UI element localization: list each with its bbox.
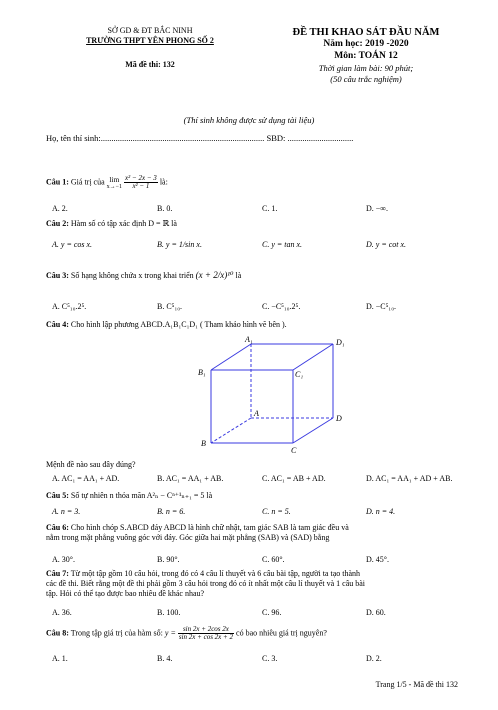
label-b: B <box>201 439 206 448</box>
edge-ab <box>211 418 251 443</box>
label-b1: B₁ <box>198 368 206 377</box>
exam-title: ĐỀ THI KHAO SÁT ĐẦU NĂM <box>292 27 440 38</box>
school-name: TRƯỜNG THPT YÊN PHONG SỐ 2 <box>86 36 214 45</box>
question-text: Từ một tập gồm 10 câu hỏi, trong đó có 4 câu lí thuyết và 6 câu bài tập, người ta tạo thành <box>70 569 361 578</box>
question-label: Câu 8: <box>46 628 69 638</box>
answer-d[interactable]: D. 60. <box>366 608 386 617</box>
answer-b[interactable]: B. C⁵₁₀. <box>157 302 183 311</box>
subject: Môn: TOÁN 12 <box>334 51 398 61</box>
question-3 <box>46 270 466 281</box>
exam-code: Mã đề thi: 132 <box>125 60 175 69</box>
answer-a[interactable]: A. AC₁ = AA₁ + AD. <box>52 474 120 483</box>
question-tail: là: <box>159 177 168 187</box>
answer-b[interactable]: B. 90°. <box>157 555 180 564</box>
question-label: Câu 2: <box>46 219 69 228</box>
answer-b[interactable]: B. n = 6. <box>157 507 186 516</box>
question-text: Cho hình lập phương ABCD.A₁B₁C₁D₁ ( Tham khảo hình vẽ bên ). <box>70 320 287 329</box>
question-7 <box>46 569 466 599</box>
fraction: $\frac{\sin 2x + 2\cos 2x}{\sin 2x + \cos 2x + 2}$ <box>178 625 234 642</box>
question-6 <box>46 523 466 543</box>
edge-cd <box>293 418 333 443</box>
answer-c[interactable]: C. −C⁵₁₀.2⁵. <box>262 302 301 311</box>
label-c: C <box>291 446 297 455</box>
answer-c[interactable]: C. 1. <box>262 204 278 213</box>
answer-c[interactable]: C. AC₁ = AB + AD. <box>262 474 326 483</box>
edge-c1d1 <box>293 344 333 370</box>
fraction: $\frac{\text{x² − 2x − 3}}{\text{x² − 1}}$ <box>125 174 157 191</box>
question-tail: có bao nhiêu giá trị nguyên? <box>236 628 327 638</box>
dept-name: SỞ GD & ĐT BẮC NINH <box>107 26 193 35</box>
question-text-2: các đề thi. Biết rằng một đề thi phải gồm 3 câu hỏi trong đó có ít nhất một câu lí thuyết và 1 câu bài <box>46 579 366 588</box>
question-label: Câu 3: <box>46 271 69 280</box>
question-text: Cho hình chóp S.ABCD đáy ABCD là hình chữ nhật, tam giác SAB là tam giác đều và <box>70 523 349 532</box>
question-8: Câu 8: Trong tập giá trị của hàm số: y = $\frac{\sin 2x + 2\cos 2x}{\sin 2x + \cos 2x + 2}$ có bao nhiêu giá trị nguyên? <box>46 625 327 642</box>
question-4-prompt: Mệnh đề nào sau đây đúng? <box>46 460 136 469</box>
answer-a[interactable]: A. 30°. <box>52 555 75 564</box>
answer-c[interactable]: C. 3. <box>262 654 278 663</box>
header-right <box>268 26 464 84</box>
answer-b[interactable]: B. y = 1/sin x. <box>157 240 202 249</box>
question-text: Trong tập giá trị của hàm số: <box>70 628 163 638</box>
label-a: A <box>254 409 259 418</box>
binomial-expression: (x + 2/x)¹⁰ <box>195 270 234 280</box>
question-text: Số tự nhiên n thỏa mãn A²ₙ − Cⁿ⁺¹ₙ₊₁ = 5 là <box>70 491 213 500</box>
question-label: Câu 6: <box>46 523 69 532</box>
answer-a[interactable]: A. 2. <box>52 204 68 213</box>
answer-c[interactable]: C. 60°. <box>262 555 285 564</box>
answer-a[interactable]: A. 36. <box>52 608 72 617</box>
question-tail: là <box>235 271 242 280</box>
answer-b[interactable]: B. 0. <box>157 204 173 213</box>
question-label: Câu 7: <box>46 569 69 578</box>
cube-figure <box>196 335 356 460</box>
question-text: Giá trị của <box>70 177 105 187</box>
edge-b1a1 <box>211 344 251 370</box>
answer-a[interactable]: A. 1. <box>52 654 68 663</box>
answer-a[interactable]: A. n = 3. <box>52 507 81 516</box>
label-a1: A₁ <box>245 335 253 344</box>
header-left <box>60 26 240 70</box>
answer-c[interactable]: C. n = 5. <box>262 507 291 516</box>
answer-d[interactable]: D. −C⁵₁₀. <box>366 302 396 311</box>
question-label: Câu 5: <box>46 491 69 500</box>
answer-a[interactable]: A. y = cos x. <box>52 240 93 249</box>
answer-b[interactable]: B. AC₁ = AA₁ + AB. <box>157 474 224 483</box>
exam-note: (Thí sinh không được sử dụng tài liệu) <box>183 115 315 125</box>
answer-d[interactable]: D. y = cot x. <box>366 240 407 249</box>
page-footer: Trang 1/5 - Mã đề thi 132 <box>375 680 458 689</box>
limit-symbol: lim x→−1 <box>106 174 123 190</box>
answer-c[interactable]: C. 96. <box>262 608 282 617</box>
question-text-3: tập. Hỏi có thể tạo được bao nhiêu đề khác nhau? <box>46 589 205 598</box>
answer-d[interactable]: D. 45°. <box>366 555 389 564</box>
answer-a[interactable]: A. C⁵₁₀.2⁵. <box>52 302 87 311</box>
question-1 <box>46 175 466 191</box>
question-2 <box>46 219 466 229</box>
label-d1: D₁ <box>336 338 345 347</box>
question-text-2: nằm trong mặt phẳng vuông góc với đáy. Góc giữa hai mặt phẳng (SAB) và (SAD) bằng <box>46 533 330 542</box>
label-d: D <box>336 414 342 423</box>
answer-d[interactable]: D. −∞. <box>366 204 388 213</box>
school-year: Năm học: 2019 -2020 <box>323 39 409 50</box>
question-text: Hàm số có tập xác định D = ℝ là <box>70 219 177 228</box>
answer-c[interactable]: C. y = tan x. <box>262 240 303 249</box>
answer-d[interactable]: D. AC₁ = AA₁ + AD + AB. <box>366 474 453 483</box>
answer-d[interactable]: D. 2. <box>366 654 382 663</box>
question-text: Số hạng không chứa x trong khai triển <box>70 271 194 280</box>
label-c1: C₁ <box>295 370 304 379</box>
candidate-name-line: Họ, tên thí sinh:............................................................................. SBD: ............................... <box>46 133 354 143</box>
question-label: Câu 1: <box>46 177 69 187</box>
answer-d[interactable]: D. n = 4. <box>366 507 396 516</box>
question-4 <box>46 320 466 330</box>
answer-b[interactable]: B. 100. <box>157 608 181 617</box>
answer-b[interactable]: B. 4. <box>157 654 173 663</box>
question-label: Câu 4: <box>46 320 69 329</box>
question-5 <box>46 491 466 501</box>
time-limit: Thời gian làm bài: 90 phút; <box>318 62 414 73</box>
question-count: (50 câu trắc nghiệm) <box>330 73 402 84</box>
